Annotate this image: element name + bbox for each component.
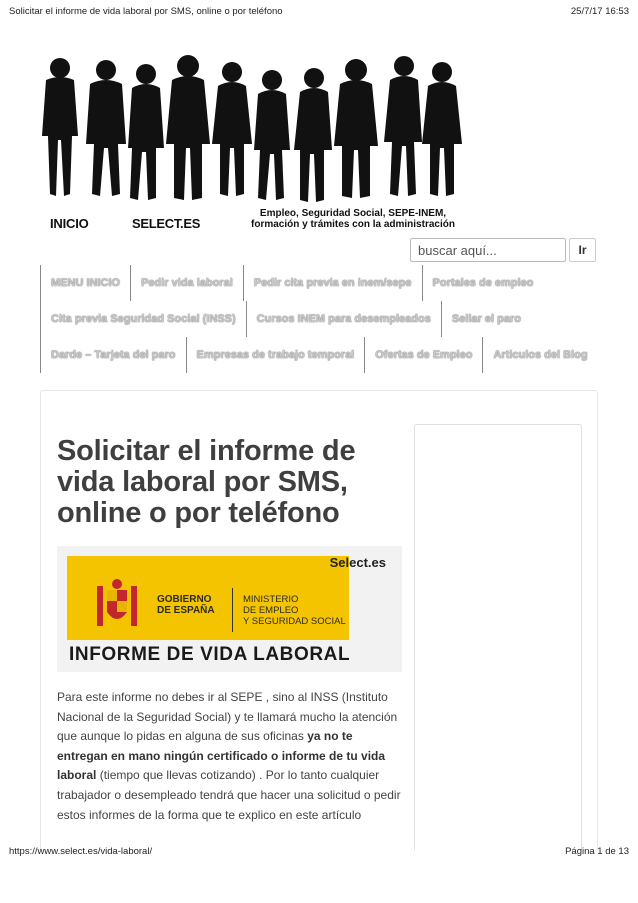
image-govt-text <box>157 594 215 616</box>
print-header-datetime: 25/7/17 16:53 <box>570 6 629 17</box>
article-body <box>57 688 405 825</box>
banner-select-link[interactable]: SELECT.ES <box>132 216 201 231</box>
image-ministry-line3: Y SEGURIDAD SOCIAL <box>243 616 346 627</box>
image-govt-line2: DE ESPAÑA <box>157 605 215 616</box>
nav-item-cita-previa-inem[interactable]: Pedir cita previa en inem/sepe <box>244 265 423 301</box>
nav-item-empresas-trabajo-temporal[interactable]: Empresas de trabajo temporal <box>187 337 366 373</box>
search-button[interactable]: Ir <box>569 238 596 262</box>
nav-item-menu-inicio[interactable]: MENU INICIO <box>40 265 131 301</box>
nav-row-1 <box>40 265 543 301</box>
banner-tagline <box>248 208 458 230</box>
image-ministry-line1: MINISTERIO <box>243 594 299 605</box>
nav-item-darde[interactable]: Darde – Tarjeta del paro <box>40 337 187 373</box>
article-paragraph-start: Para este informe no debes ir al SEPE , sino al INSS (Instituto Nacional de la Seguridad Social) y te llamará mucho la atención que aunque lo pidas en alguna de sus oficinas <box>57 690 398 744</box>
nav-item-pedir-vida-laboral[interactable]: Pedir vida laboral <box>131 265 244 301</box>
image-banner-text: INFORME DE VIDA LABORAL <box>69 644 351 665</box>
image-ministry-line2: DE EMPLEO <box>243 605 299 616</box>
search-input[interactable] <box>410 238 566 262</box>
article-title: Solicitar el informe de vida laboral por SMS, online o por teléfono <box>57 435 356 529</box>
nav-item-articulos-blog[interactable]: Articulos del Blog <box>493 349 588 361</box>
article-paragraph <box>57 688 405 825</box>
print-footer-url: https://www.select.es/vida-laboral/ <box>9 846 153 857</box>
banner-tagline-line2: formación y trámites con la administración <box>251 219 455 230</box>
nav-item-ofertas-empleo[interactable]: Ofertas de Empleo <box>365 337 483 373</box>
nav-item-cursos-inem[interactable]: Cursos INEM para desempleados <box>247 301 442 337</box>
image-ministry-text <box>243 594 346 627</box>
banner-inicio-link[interactable]: INICIO <box>50 216 89 231</box>
article-paragraph-bold: ya no te entregan en mano ningún certificado o informe de tu vida laboral <box>57 729 386 783</box>
image-brand-logo: Select.es <box>329 555 386 570</box>
image-yellow-panel <box>67 556 349 640</box>
nav-row-3 <box>40 337 598 373</box>
print-footer-page: Página 1 de 13 <box>565 846 629 857</box>
nav-row-2 <box>40 301 531 337</box>
nav-item-sellar-paro[interactable]: Sellar el paro <box>451 313 521 325</box>
article-featured-image <box>57 546 402 672</box>
spain-crest-icon <box>93 576 141 634</box>
banner-tagline-line1: Empleo, Seguridad Social, SEPE-INEM, <box>259 208 447 219</box>
article-paragraph-end: (tiempo que llevas cotizando) . Por lo tanto cualquier trabajador o desempleado tendrá que hacer una solicitud o pedir estos informes de la forma que te explico en este artículo <box>57 768 401 822</box>
site-banner <box>38 44 468 236</box>
print-header <box>9 6 629 20</box>
nav-item-portales-empleo[interactable]: Portales de empleo <box>432 277 534 289</box>
sidebar-box <box>414 424 582 850</box>
print-header-title: Solicitar el informe de vida laboral por SMS, online o por teléfono <box>9 6 283 17</box>
image-divider <box>232 588 233 632</box>
print-footer <box>9 846 629 860</box>
image-govt-line1: GOBIERNO <box>157 594 212 605</box>
nav-item-cita-previa-inss[interactable]: Cita previa Seguridad Social (INSS) <box>40 301 247 337</box>
